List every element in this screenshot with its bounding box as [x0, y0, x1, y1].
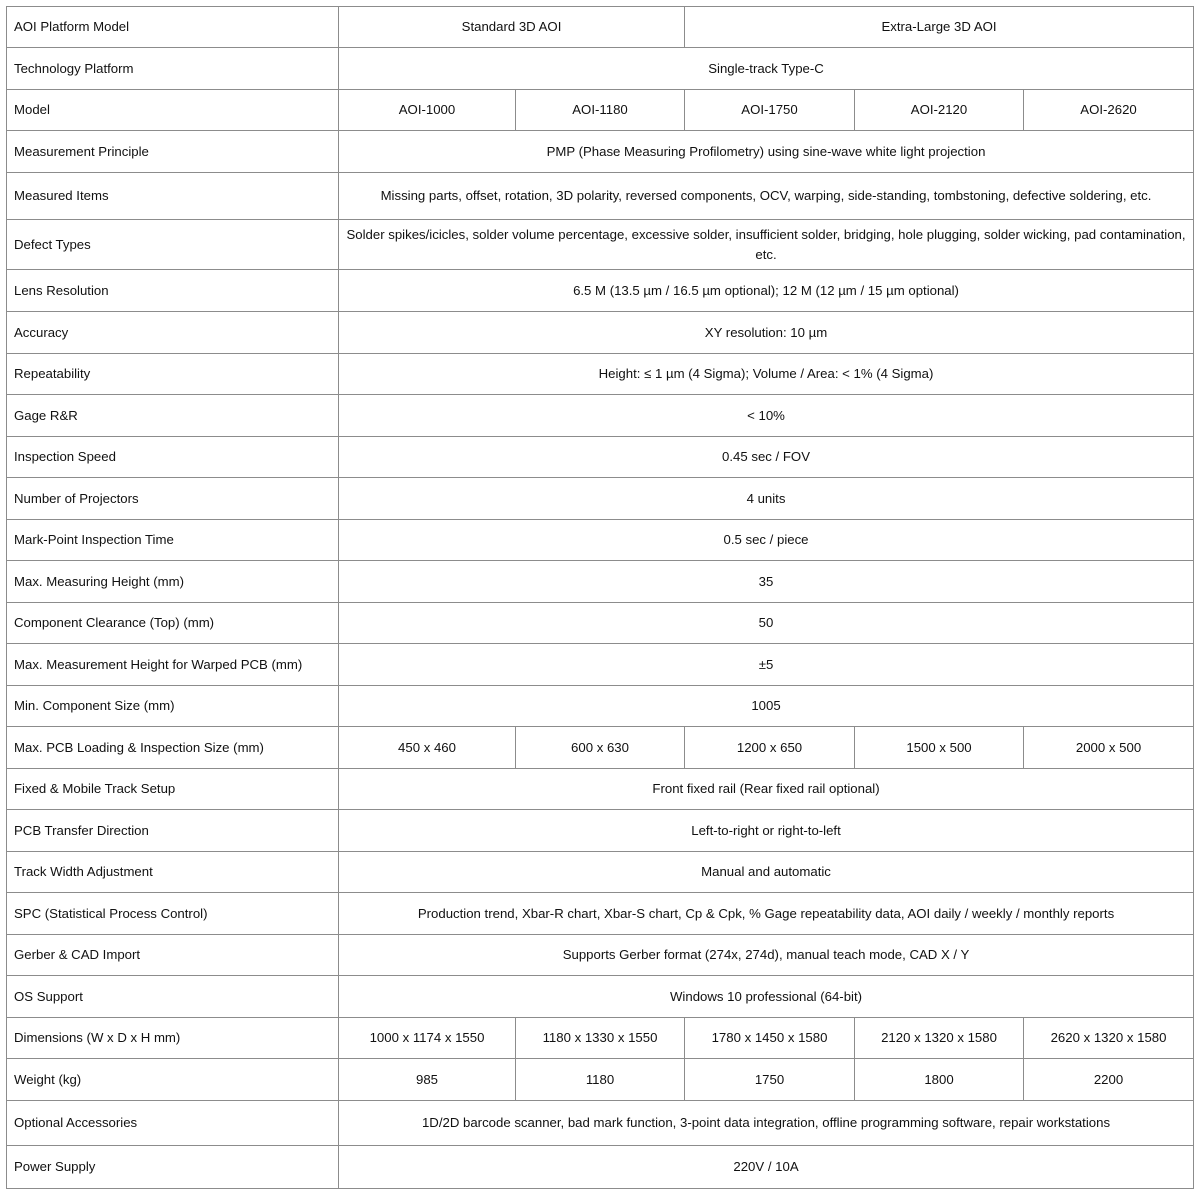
row-value: Extra-Large 3D AOI — [685, 7, 1194, 48]
row-value: < 10% — [339, 395, 1194, 437]
row-value: Standard 3D AOI — [339, 7, 685, 48]
spec-row-defect-types — [7, 220, 1194, 270]
spec-row-os-support — [7, 976, 1194, 1018]
spec-row-max-measuring-height-mm — [7, 561, 1194, 603]
row-label: Gage R&R — [7, 395, 339, 437]
row-label: Max. PCB Loading & Inspection Size (mm) — [7, 727, 339, 769]
row-label: Dimensions (W x D x H mm) — [7, 1018, 339, 1059]
row-label: Measurement Principle — [7, 131, 339, 173]
row-value: Supports Gerber format (274x, 274d), manual teach mode, CAD X / Y — [339, 935, 1194, 976]
row-value: 220V / 10A — [339, 1146, 1194, 1189]
row-value: 2620 x 1320 x 1580 — [1024, 1018, 1194, 1059]
row-value: Front fixed rail (Rear fixed rail optional) — [339, 769, 1194, 810]
spec-row-spc-statistical-process-control — [7, 893, 1194, 935]
row-value: AOI-1180 — [516, 90, 685, 131]
row-value: XY resolution: 10 µm — [339, 312, 1194, 354]
row-label: Fixed & Mobile Track Setup — [7, 769, 339, 810]
spec-row-max-pcb-loading-inspection-size-mm — [7, 727, 1194, 769]
row-value: AOI-2620 — [1024, 90, 1194, 131]
row-value: 35 — [339, 561, 1194, 603]
spec-table — [6, 6, 1194, 1189]
row-label: Track Width Adjustment — [7, 852, 339, 893]
row-label: Power Supply — [7, 1146, 339, 1189]
spec-row-gerber-cad-import — [7, 935, 1194, 976]
row-label: Repeatability — [7, 354, 339, 395]
spec-row-pcb-transfer-direction — [7, 810, 1194, 852]
row-label: AOI Platform Model — [7, 7, 339, 48]
spec-row-fixed-mobile-track-setup — [7, 769, 1194, 810]
spec-row-optional-accessories — [7, 1101, 1194, 1146]
spec-row-technology-platform — [7, 48, 1194, 90]
row-label: SPC (Statistical Process Control) — [7, 893, 339, 935]
spec-row-repeatability — [7, 354, 1194, 395]
row-value: Single-track Type-C — [339, 48, 1194, 90]
row-value: 0.5 sec / piece — [339, 520, 1194, 561]
row-label: PCB Transfer Direction — [7, 810, 339, 852]
spec-row-dimensions-w-x-d-x-h-mm — [7, 1018, 1194, 1059]
row-value: 1180 x 1330 x 1550 — [516, 1018, 685, 1059]
row-label: Model — [7, 90, 339, 131]
row-value: 985 — [339, 1059, 516, 1101]
spec-row-gage-r-r — [7, 395, 1194, 437]
spec-row-lens-resolution — [7, 270, 1194, 312]
row-value: 4 units — [339, 478, 1194, 520]
row-label: Defect Types — [7, 220, 339, 270]
spec-row-track-width-adjustment — [7, 852, 1194, 893]
row-value: 600 x 630 — [516, 727, 685, 769]
row-value: 2120 x 1320 x 1580 — [855, 1018, 1024, 1059]
row-label: Number of Projectors — [7, 478, 339, 520]
row-label: Max. Measurement Height for Warped PCB (mm) — [7, 644, 339, 686]
row-value: 2200 — [1024, 1059, 1194, 1101]
spec-row-min-component-size-mm — [7, 686, 1194, 727]
row-value: 1200 x 650 — [685, 727, 855, 769]
row-label: Max. Measuring Height (mm) — [7, 561, 339, 603]
row-label: OS Support — [7, 976, 339, 1018]
row-label: Component Clearance (Top) (mm) — [7, 603, 339, 644]
spec-row-inspection-speed — [7, 437, 1194, 478]
spec-table-body — [7, 7, 1194, 1189]
row-value: 50 — [339, 603, 1194, 644]
row-label: Measured Items — [7, 173, 339, 220]
row-label: Min. Component Size (mm) — [7, 686, 339, 727]
row-value: 0.45 sec / FOV — [339, 437, 1194, 478]
row-value: 1D/2D barcode scanner, bad mark function, 3-point data integration, offline programming software, repair workstations — [339, 1101, 1194, 1146]
row-label: Weight (kg) — [7, 1059, 339, 1101]
row-value: Missing parts, offset, rotation, 3D polarity, reversed components, OCV, warping, side-standing, tombstoning, defective soldering, etc. — [339, 173, 1194, 220]
row-value: 1180 — [516, 1059, 685, 1101]
row-value: Manual and automatic — [339, 852, 1194, 893]
row-value: PMP (Phase Measuring Profilometry) using sine-wave white light projection — [339, 131, 1194, 173]
row-value: 2000 x 500 — [1024, 727, 1194, 769]
spec-row-model — [7, 90, 1194, 131]
row-value: AOI-1750 — [685, 90, 855, 131]
spec-row-max-measurement-height-for-warped-pcb-mm — [7, 644, 1194, 686]
row-value: 1800 — [855, 1059, 1024, 1101]
row-value: 6.5 M (13.5 µm / 16.5 µm optional); 12 M (12 µm / 15 µm optional) — [339, 270, 1194, 312]
spec-row-power-supply — [7, 1146, 1194, 1189]
row-label: Optional Accessories — [7, 1101, 339, 1146]
row-value: 1500 x 500 — [855, 727, 1024, 769]
row-value: AOI-2120 — [855, 90, 1024, 131]
row-value: AOI-1000 — [339, 90, 516, 131]
row-value: Production trend, Xbar-R chart, Xbar-S chart, Cp & Cpk, % Gage repeatability data, AOI daily / weekly / monthly reports — [339, 893, 1194, 935]
spec-row-measurement-principle — [7, 131, 1194, 173]
spec-row-number-of-projectors — [7, 478, 1194, 520]
spec-row-mark-point-inspection-time — [7, 520, 1194, 561]
spec-row-weight-kg — [7, 1059, 1194, 1101]
row-label: Mark-Point Inspection Time — [7, 520, 339, 561]
row-value: Solder spikes/icicles, solder volume percentage, excessive solder, insufficient solder, bridging, hole plugging, solder wicking, pad contamination, etc. — [339, 220, 1194, 270]
row-label: Inspection Speed — [7, 437, 339, 478]
spec-row-aoi-platform-model — [7, 7, 1194, 48]
row-value: Windows 10 professional (64-bit) — [339, 976, 1194, 1018]
row-label: Technology Platform — [7, 48, 339, 90]
row-value: 450 x 460 — [339, 727, 516, 769]
row-value: 1750 — [685, 1059, 855, 1101]
spec-row-accuracy — [7, 312, 1194, 354]
row-label: Gerber & CAD Import — [7, 935, 339, 976]
row-label: Lens Resolution — [7, 270, 339, 312]
row-value: Left-to-right or right-to-left — [339, 810, 1194, 852]
row-value: 1780 x 1450 x 1580 — [685, 1018, 855, 1059]
row-value: ±5 — [339, 644, 1194, 686]
spec-row-component-clearance-top-mm — [7, 603, 1194, 644]
row-value: 1000 x 1174 x 1550 — [339, 1018, 516, 1059]
spec-row-measured-items — [7, 173, 1194, 220]
row-label: Accuracy — [7, 312, 339, 354]
row-value: Height: ≤ 1 µm (4 Sigma); Volume / Area: < 1% (4 Sigma) — [339, 354, 1194, 395]
row-value: 1005 — [339, 686, 1194, 727]
